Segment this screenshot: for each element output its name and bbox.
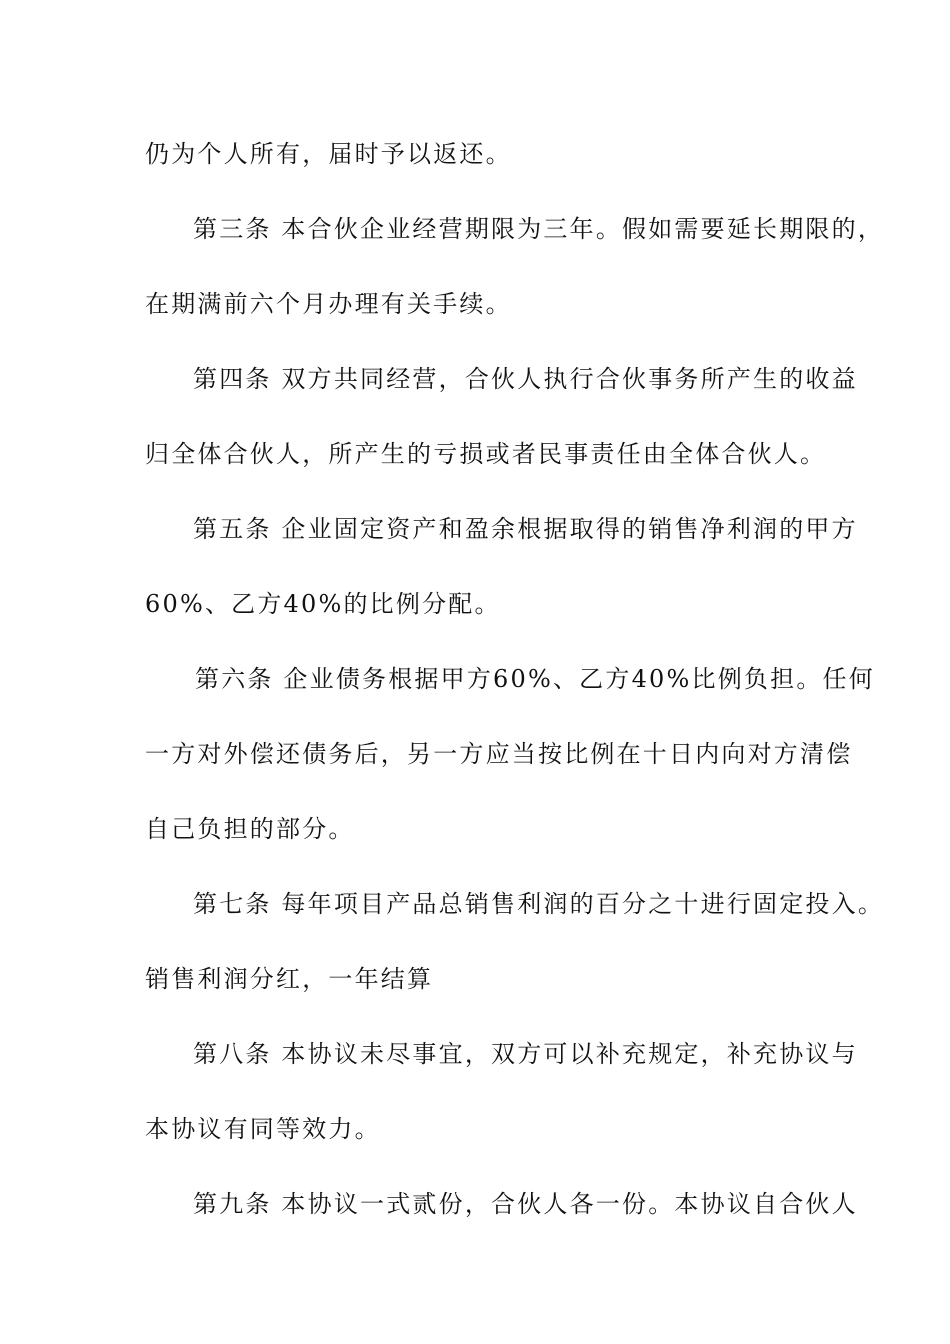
article-7-line: 第七条 每年项目产品总销售利润的百分之十进行固定投入。 [193, 890, 885, 918]
article-4-line: 第四条 双方共同经营，合伙人执行合伙事务所产生的收益 [193, 365, 858, 393]
text-line: 仍为个人所有，届时予以返还。 [145, 140, 512, 168]
text-line: 60%、乙方40%的比例分配。 [145, 590, 501, 618]
text-line: 自己负担的部分。 [145, 815, 355, 843]
text-line: 销售利润分红，一年结算 [145, 965, 434, 993]
article-3-line: 第三条 本合伙企业经营期限为三年。假如需要延长期限的， [193, 215, 885, 243]
article-5-line: 第五条 企业固定资产和盈余根据取得的销售净利润的甲方 [193, 515, 858, 543]
text-line: 在期满前六个月办理有关手续。 [145, 290, 512, 318]
text-line: 一方对外偿还债务后，另一方应当按比例在十日内向对方清偿 [145, 740, 853, 768]
article-8-line: 第八条 本协议未尽事宜，双方可以补充规定，补充协议与 [193, 1040, 858, 1068]
article-9-line: 第九条 本协议一式贰份，合伙人各一份。本协议自合伙人 [193, 1190, 858, 1218]
text-line: 归全体合伙人，所产生的亏损或者民事责任由全体合伙人。 [145, 440, 827, 468]
article-6-line: 第六条 企业债务根据甲方60%、乙方40%比例负担。任何 [195, 665, 875, 693]
text-line: 本协议有同等效力。 [145, 1115, 381, 1143]
